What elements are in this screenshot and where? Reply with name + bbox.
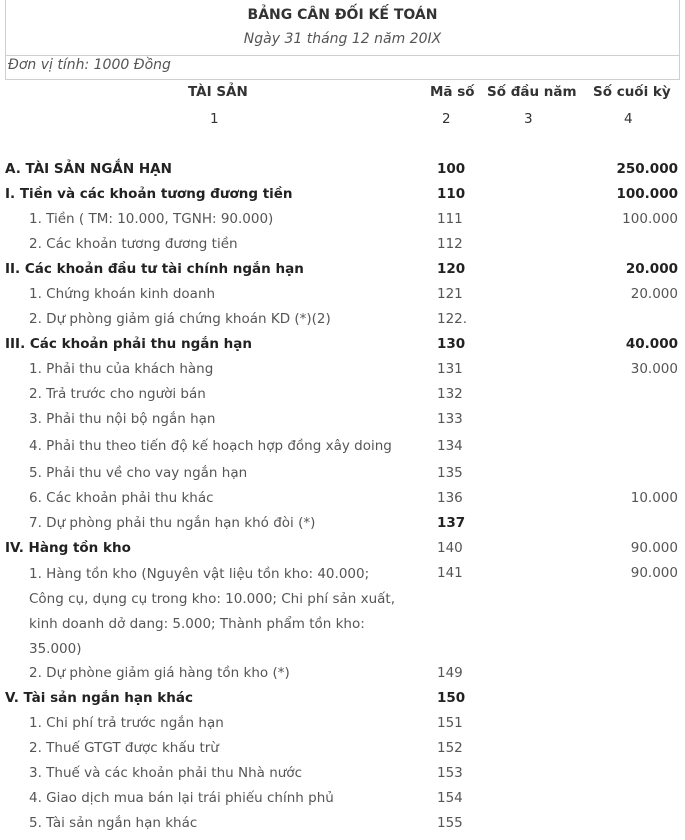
title-box xyxy=(5,0,680,56)
column-number-begin: 3 xyxy=(524,111,533,127)
table-row xyxy=(0,565,685,665)
table-row xyxy=(0,186,685,211)
row-label: 1. Phải thu của khách hàng xyxy=(29,361,214,377)
table-row xyxy=(0,386,685,411)
row-end-value: 30.000 xyxy=(630,361,678,377)
row-code: 134 xyxy=(437,438,463,454)
row-code: 111 xyxy=(437,211,463,227)
row-label: IV. Hàng tồn kho xyxy=(5,540,131,556)
row-code: 152 xyxy=(437,740,463,756)
column-header-asset: TÀI SẢN xyxy=(188,84,248,100)
row-label: 2. Thuế GTGT được khấu trừ xyxy=(29,740,219,756)
table-row xyxy=(0,715,685,740)
column-header-begin: Số đầu năm xyxy=(487,84,577,100)
row-label: 1. Chứng khoán kinh doanh xyxy=(29,286,216,302)
row-code: 135 xyxy=(437,465,463,481)
table-row xyxy=(0,690,685,715)
document-title: BẢNG CÂN ĐỐI KẾ TOÁN xyxy=(247,7,438,23)
row-end-value: 100.000 xyxy=(616,186,678,202)
row-label-line: kinh doanh dở dang: 5.000; Thành phẩm tồn kho: xyxy=(29,616,365,632)
table-row xyxy=(0,815,685,840)
row-label: 1. Chi phí trả trước ngắn hạn xyxy=(29,715,224,731)
column-header-end: Số cuối kỳ xyxy=(593,84,671,100)
row-label: 2. Dự phòng giảm giá chứng khoán KD (*)(2) xyxy=(29,311,331,327)
row-code: 155 xyxy=(437,815,463,831)
table-row xyxy=(0,261,685,286)
row-code: 121 xyxy=(437,286,463,302)
row-end-value: 40.000 xyxy=(625,336,678,352)
table-row xyxy=(0,740,685,765)
row-label: 5. Phải thu về cho vay ngắn hạn xyxy=(29,465,248,481)
table-row xyxy=(0,161,685,186)
row-label: 7. Dự phòng phải thu ngắn hạn khó đòi (*) xyxy=(29,515,316,531)
row-code: 137 xyxy=(437,515,466,531)
row-end-value: 20.000 xyxy=(625,261,678,277)
row-label: 2. Các khoản tương đương tiền xyxy=(29,236,238,252)
table-row xyxy=(0,211,685,236)
row-end-value: 90.000 xyxy=(630,540,678,556)
row-code: 132 xyxy=(437,386,463,402)
table-row xyxy=(0,465,685,490)
row-label: III. Các khoản phải thu ngắn hạn xyxy=(5,336,253,352)
row-label: 5. Tài sản ngắn hạn khác xyxy=(29,815,198,831)
row-code: 120 xyxy=(437,261,466,277)
row-label: 2. Trả trước cho người bán xyxy=(29,386,206,402)
row-end-value: 100.000 xyxy=(622,211,678,227)
unit-label: Đơn vị tính: 1000 Đồng xyxy=(8,57,171,73)
row-label: 3. Phải thu nội bộ ngắn hạn xyxy=(29,411,216,427)
table-row xyxy=(0,665,685,690)
table-row xyxy=(0,361,685,386)
table-row xyxy=(0,286,685,311)
row-label: 6. Các khoản phải thu khác xyxy=(29,490,214,506)
row-end-value: 90.000 xyxy=(630,565,678,581)
table-row xyxy=(0,311,685,336)
row-code: 100 xyxy=(437,161,466,177)
row-code: 122. xyxy=(437,311,468,327)
row-label: I. Tiền và các khoản tương đương tiền xyxy=(5,186,293,202)
row-end-value: 10.000 xyxy=(630,490,678,506)
column-header-code: Mã số xyxy=(430,84,475,100)
row-code: 112 xyxy=(437,236,463,252)
row-code: 150 xyxy=(437,690,466,706)
row-end-value: 250.000 xyxy=(616,161,678,177)
row-code: 151 xyxy=(437,715,463,731)
row-label: 3. Thuế và các khoản phải thu Nhà nước xyxy=(29,765,302,781)
column-number-asset: 1 xyxy=(210,111,219,127)
row-code: 133 xyxy=(437,411,463,427)
row-code: 140 xyxy=(437,540,463,556)
row-code: 153 xyxy=(437,765,463,781)
table-row xyxy=(0,411,685,436)
column-number-end: 4 xyxy=(624,111,633,127)
row-label-line: 35.000) xyxy=(29,641,82,657)
table-row xyxy=(0,438,685,463)
row-label-line: 1. Hàng tồn kho (Nguyên vật liệu tồn kho: 40.000; xyxy=(29,566,370,582)
row-code: 149 xyxy=(437,665,463,681)
row-code: 110 xyxy=(437,186,466,202)
table-row xyxy=(0,790,685,815)
table-row xyxy=(0,236,685,261)
row-label: 2. Dự phòne giảm giá hàng tồn kho (*) xyxy=(29,665,290,681)
unit-box xyxy=(5,55,680,80)
row-code: 131 xyxy=(437,361,463,377)
row-label: V. Tài sản ngắn hạn khác xyxy=(5,690,193,706)
row-code: 154 xyxy=(437,790,463,806)
table-row xyxy=(0,765,685,790)
table-row xyxy=(0,336,685,361)
row-end-value: 20.000 xyxy=(630,286,678,302)
row-label: 4. Giao dịch mua bán lại trái phiếu chính phủ xyxy=(29,790,334,806)
column-number-code: 2 xyxy=(442,111,451,127)
row-code: 130 xyxy=(437,336,466,352)
row-label: A. TÀI SẢN NGẮN HẠN xyxy=(5,161,172,177)
document-date: Ngày 31 tháng 12 năm 20IX xyxy=(243,31,442,47)
row-code: 136 xyxy=(437,490,463,506)
row-label: 4. Phải thu theo tiến độ kế hoạch hợp đồng xây doing xyxy=(29,438,392,454)
row-code: 141 xyxy=(437,565,463,581)
table-row xyxy=(0,490,685,515)
row-label-line: Công cụ, dụng cụ trong kho: 10.000; Chi phí sản xuất, xyxy=(29,591,395,607)
row-label: II. Các khoản đầu tư tài chính ngắn hạn xyxy=(5,261,304,277)
table-row xyxy=(0,515,685,540)
row-label-multiline xyxy=(29,562,395,662)
row-label: 1. Tiền ( TM: 10.000, TGNH: 90.000) xyxy=(29,211,274,227)
